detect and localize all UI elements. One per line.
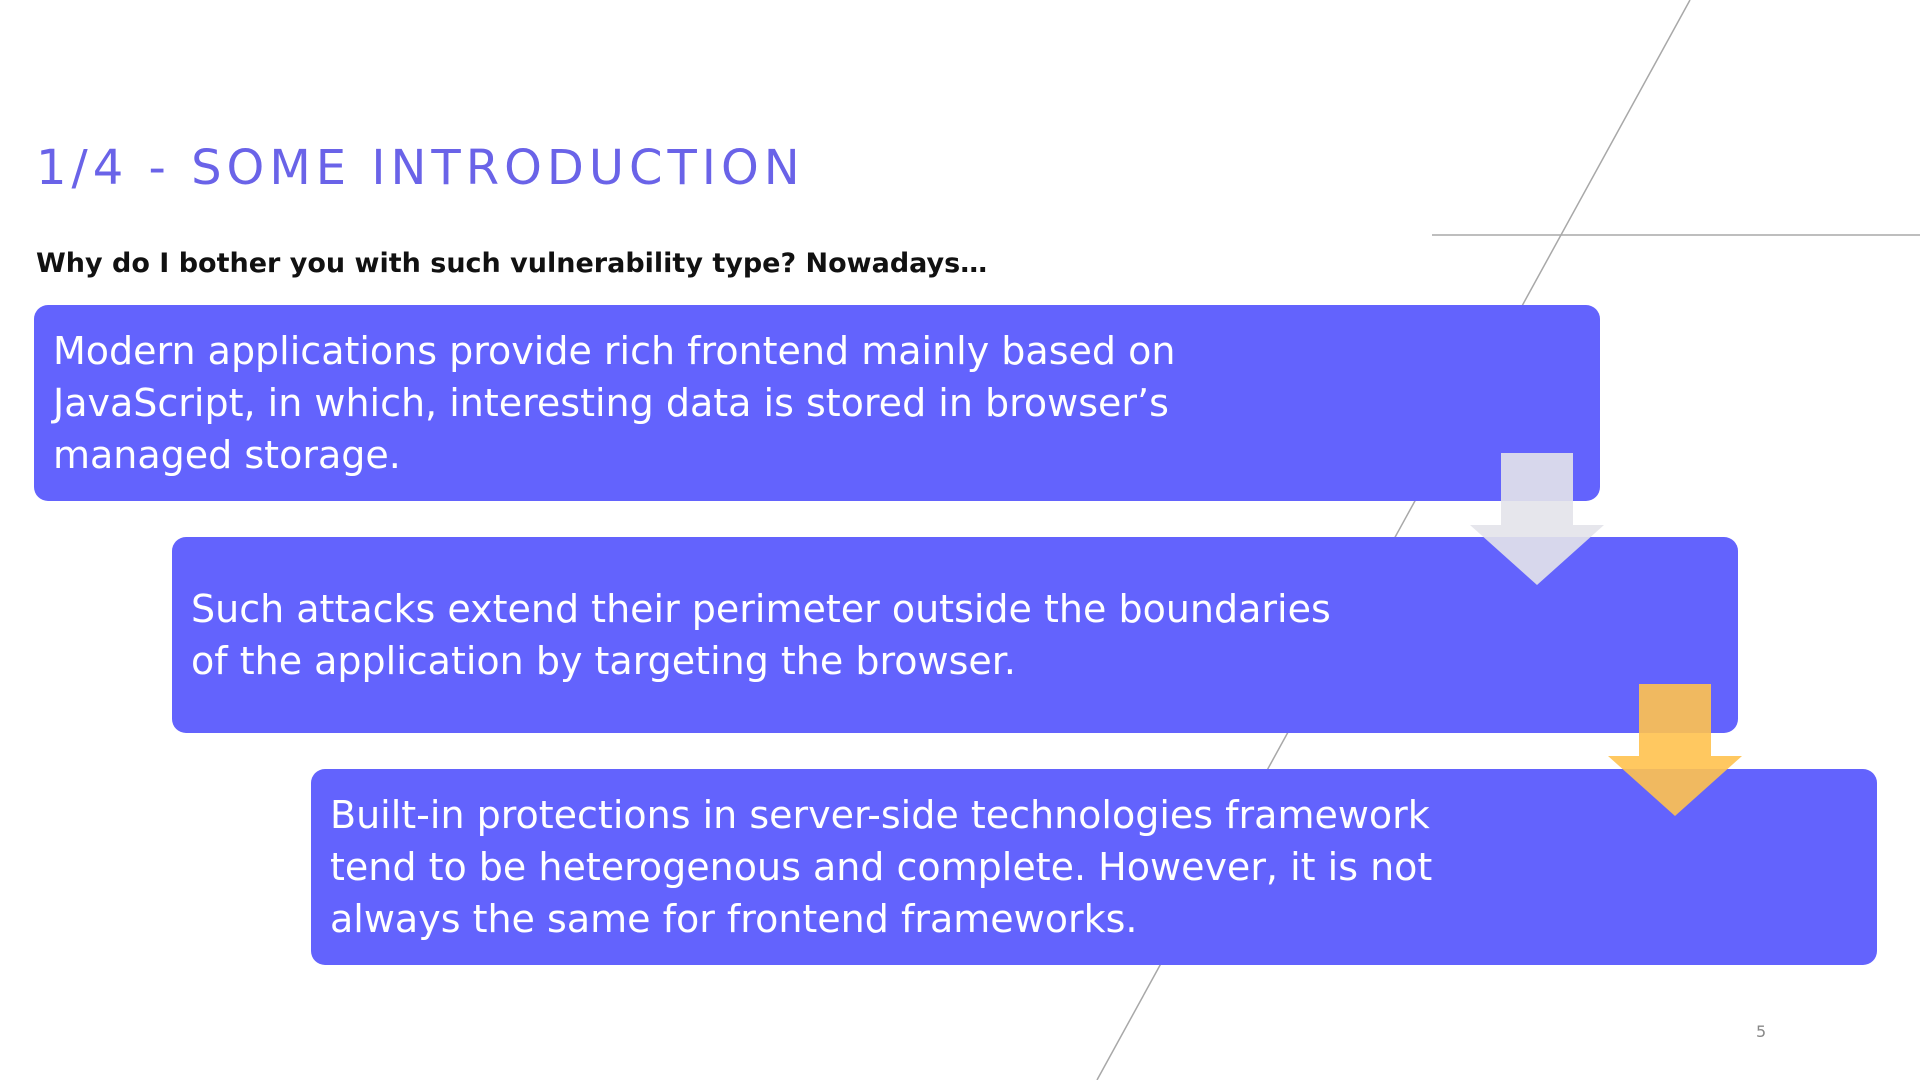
page-number: 5 — [1756, 1022, 1767, 1041]
content-box-3-text: Built-in protections in server-side technologies framework tend to be heterogenous and complete. However, it is not always the same for frontend frameworks. — [330, 793, 1433, 941]
content-box-2-text: Such attacks extend their perimeter outside the boundaries of the application by targeting the browser. — [191, 587, 1331, 683]
arrow-down-icon — [1470, 453, 1604, 585]
arrow-down-shape — [1608, 684, 1742, 816]
slide-subtitle: Why do I bother you with such vulnerability type? Nowadays… — [36, 248, 988, 279]
content-box-1 — [34, 305, 1600, 501]
slide-title: 1/4 - SOME INTRODUCTION — [36, 140, 805, 196]
arrow-down-icon — [1608, 684, 1742, 816]
arrow-down-shape — [1470, 453, 1604, 585]
content-box-1-text: Modern applications provide rich frontend mainly based on JavaScript, in which, interesting data is stored in browser’s managed storage. — [53, 329, 1176, 477]
